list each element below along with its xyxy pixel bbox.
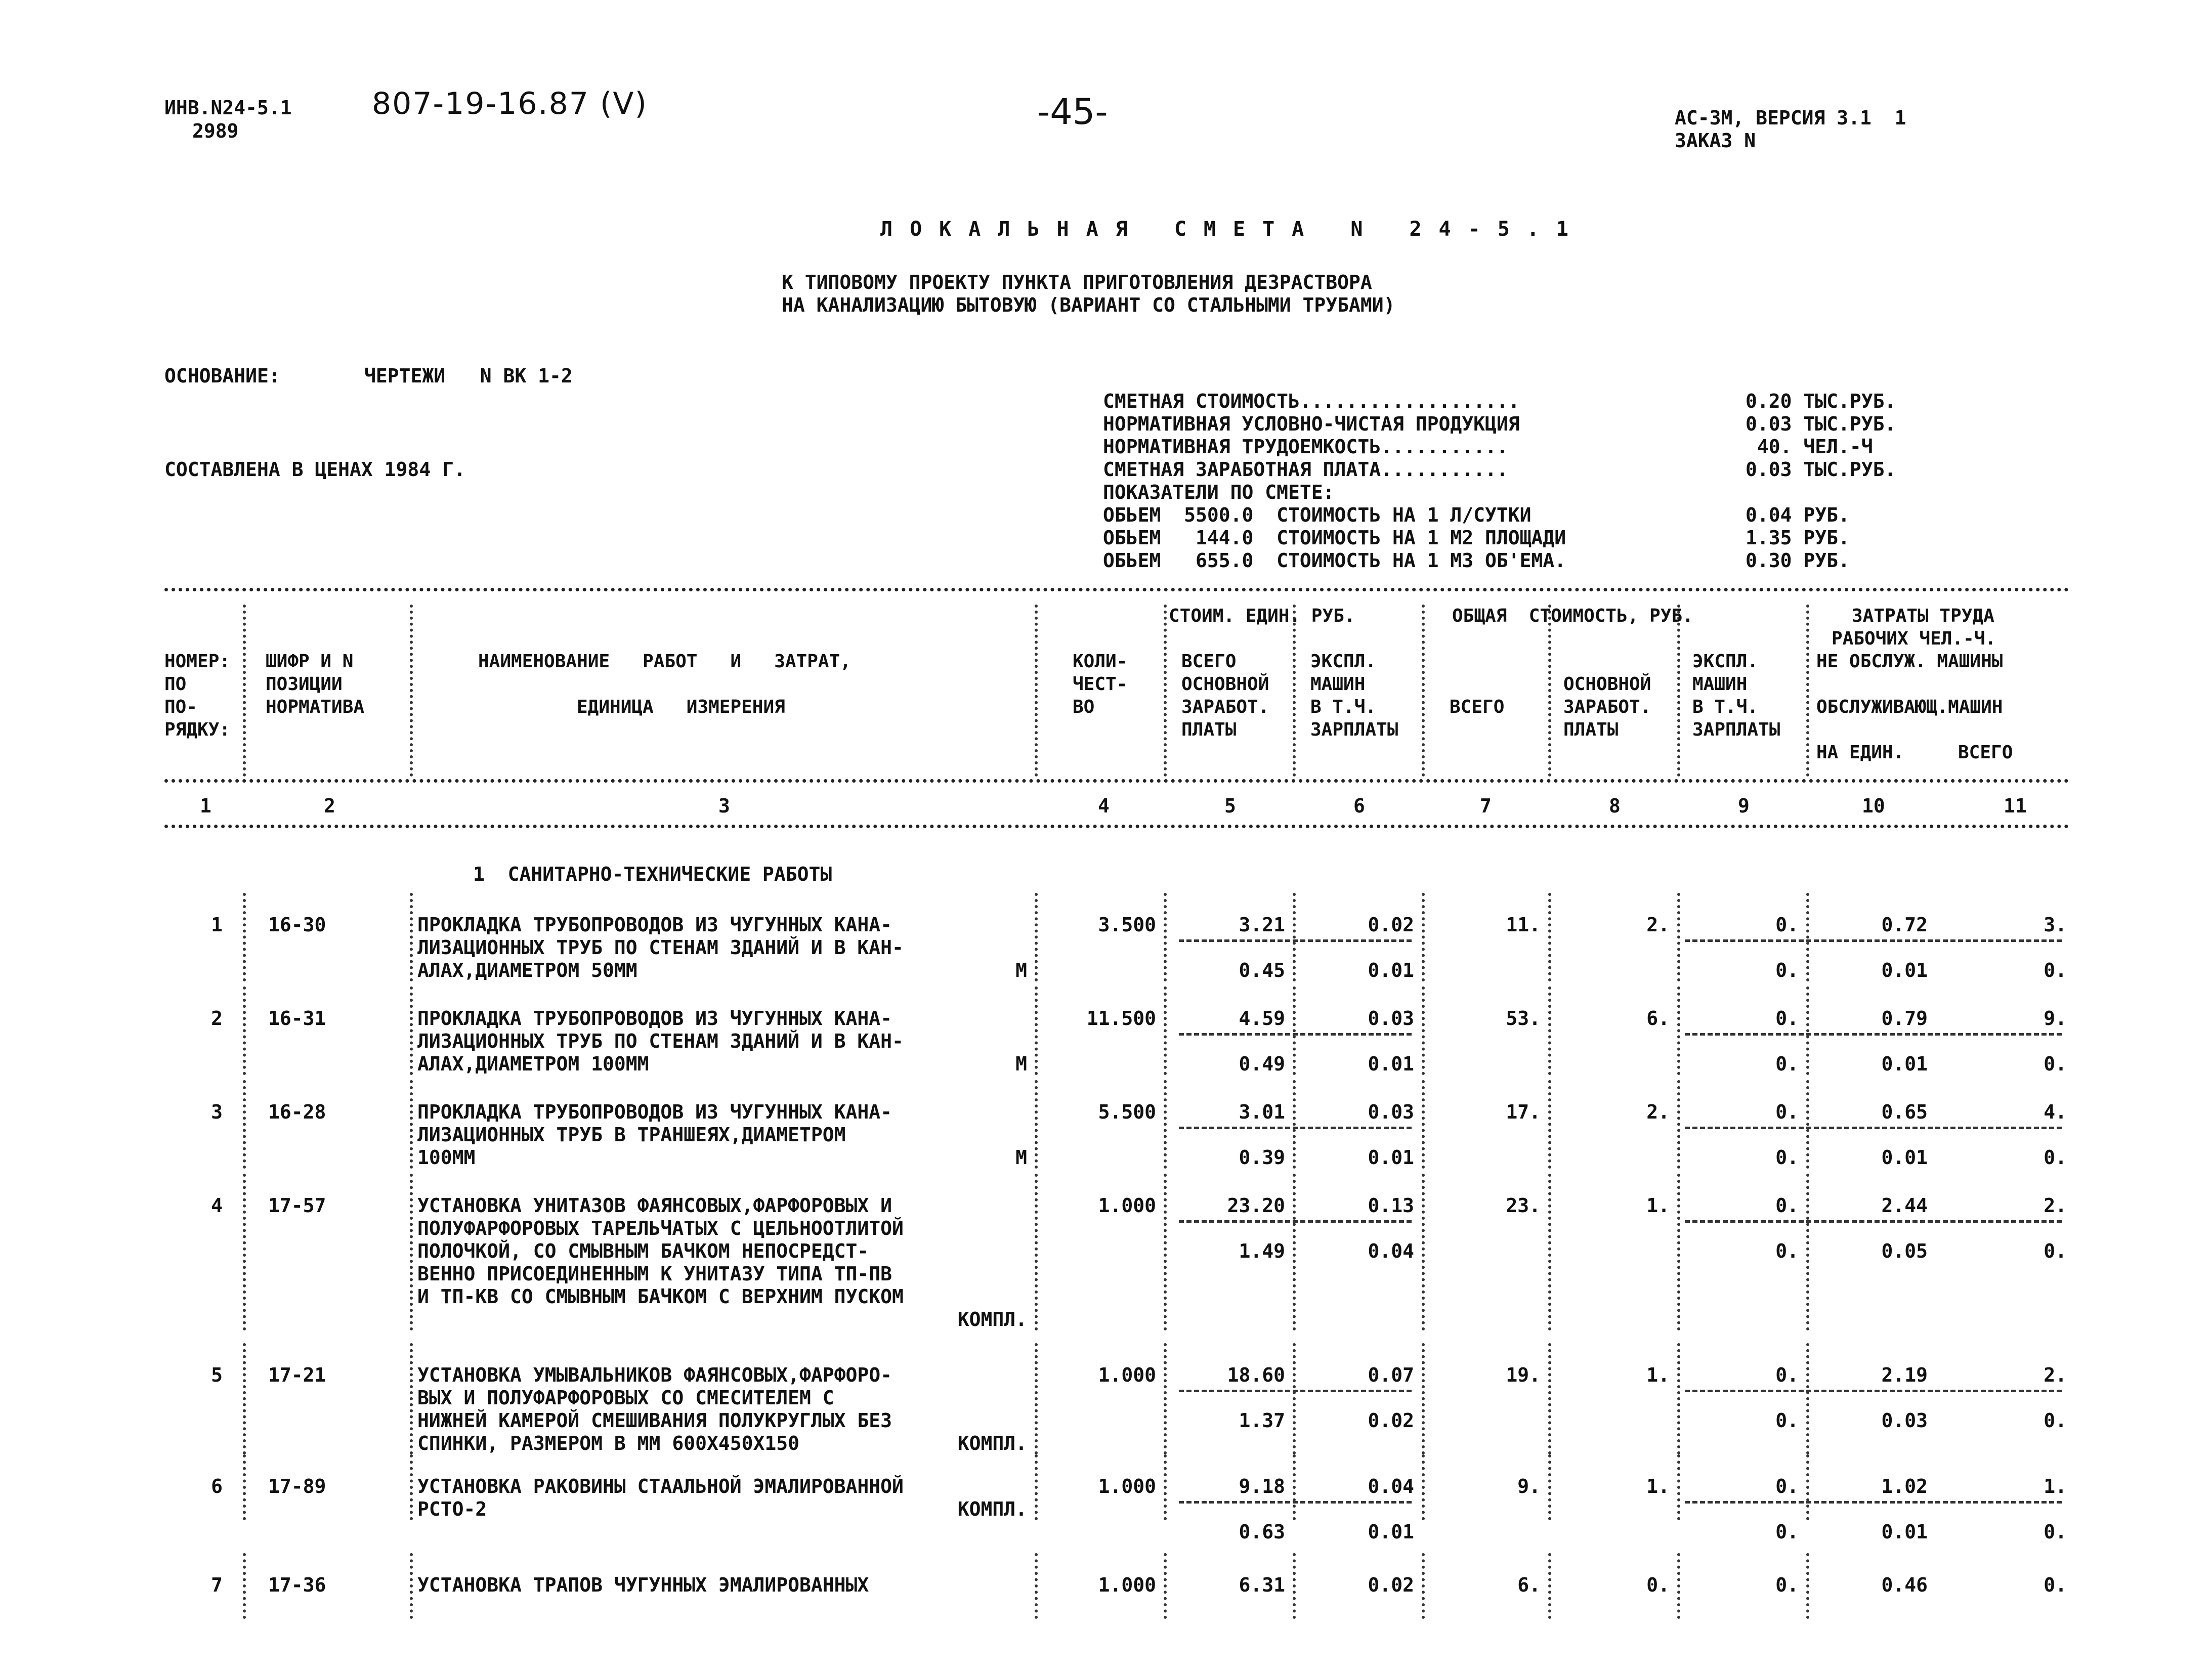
column-separator — [1806, 605, 1809, 777]
unit-cost-wages: 0.45 — [1239, 959, 1285, 981]
total-wages: 1. — [1646, 1194, 1670, 1217]
header-wages: ОСНОВНОЙ — [1563, 674, 1651, 695]
unit-cost-machines: 0.13 — [1368, 1194, 1414, 1217]
total-cost: 19. — [1506, 1364, 1541, 1386]
summary-value: 0.20 ТЫС.РУБ. — [1746, 390, 1896, 412]
total-machines: 0. — [1775, 1101, 1799, 1123]
column-number: 10 — [1862, 795, 1885, 817]
column-separator — [1035, 605, 1038, 777]
header-total-labor: ВСЕГО — [1958, 742, 2013, 763]
labor-per-unit: 0.79 — [1881, 1007, 1928, 1029]
serving-labor-per-unit: 0.01 — [1881, 1521, 1928, 1543]
column-separator — [410, 1080, 413, 1169]
header-unit-machines: МАШИН — [1310, 674, 1366, 695]
header-machines: МАШИН — [1692, 674, 1748, 695]
header-code: НОРМАТИВА — [266, 697, 365, 717]
header-unit-cost: СТОИМ. ЕДИН. РУБ. — [1169, 606, 1355, 626]
column-separator — [1422, 1454, 1425, 1520]
quantity: 1.000 — [1098, 1475, 1156, 1497]
work-description-line: И ТП-КВ СО СМЫВНЫМ БАЧКОМ С ВЕРХНИМ ПУСКОМ — [417, 1285, 904, 1308]
column-separator — [1035, 1553, 1038, 1619]
column-separator — [1035, 1174, 1038, 1330]
indicator-value: 1.35 РУБ. — [1746, 527, 1850, 549]
basis-label: ОСНОВАНИЕ: — [164, 365, 280, 387]
column-separator — [1164, 986, 1167, 1075]
header-quantity: КОЛИ- — [1073, 651, 1128, 672]
labor-total: 1. — [2044, 1475, 2067, 1497]
labor-per-unit: 2.19 — [1881, 1364, 1928, 1386]
column-number: 6 — [1353, 795, 1365, 817]
header-serving: ОБСЛУЖИВАЮЩ.МАШИН — [1816, 697, 2003, 717]
quantity: 5.500 — [1098, 1101, 1156, 1123]
column-separator — [1677, 1343, 1680, 1454]
unit-cost-machine-wages: 0.01 — [1368, 1521, 1414, 1543]
unit-cost-total: 18.60 — [1227, 1364, 1285, 1386]
column-separator — [243, 1454, 246, 1520]
work-description-line: УСТАНОВКА РАКОВИНЫ СТААЛЬНОЙ ЭМАЛИРОВАННОЙ — [417, 1475, 904, 1497]
unit-cost-machines: 0.02 — [1368, 914, 1414, 936]
cell-divider — [1179, 1390, 1412, 1392]
serving-labor-total: 0. — [2044, 1521, 2067, 1543]
work-description-line: ЛИЗАЦИОННЫХ ТРУБ ПО СТЕНАМ ЗДАНИЙ И В КАН- — [417, 936, 904, 959]
total-cost: 17. — [1506, 1101, 1541, 1123]
inventory-code: 2989 — [192, 120, 239, 142]
total-cost: 6. — [1517, 1574, 1541, 1596]
summary-value: 40. ЧЕЛ.-Ч — [1746, 436, 1873, 458]
indicator-value: 0.04 РУБ. — [1746, 504, 1850, 526]
work-description-line: ЛИЗАЦИОННЫХ ТРУБ В ТРАНШЕЯХ,ДИАМЕТРОМ — [417, 1124, 846, 1146]
basis-value: ЧЕРТЕЖИ N ВК 1-2 — [364, 365, 573, 387]
column-separator — [243, 1553, 246, 1619]
summary-label: НОРМАТИВНАЯ УСЛОВНО-ЧИСТАЯ ПРОДУКЦИЯ — [1103, 413, 1520, 435]
indicator-label: ОБЬЕМ 5500.0 СТОИМОСТЬ НА 1 Л/СУТКИ — [1103, 504, 1532, 526]
unit-of-measure: КОМПЛ. — [957, 1308, 1027, 1330]
column-number: 1 — [200, 795, 211, 817]
total-machines: 0. — [1775, 1364, 1799, 1386]
work-description-line: ВЕННО ПРИСОЕДИНЕННЫМ К УНИТАЗУ ТИПА ТП-ПВ — [417, 1263, 892, 1285]
header-unit: ЕДИНИЦА ИЗМЕРЕНИЯ — [577, 697, 785, 717]
machine-wages: 0. — [1775, 1053, 1799, 1075]
labor-total: 2. — [2044, 1194, 2067, 1217]
unit-cost-total: 9.18 — [1239, 1475, 1285, 1497]
column-separator — [1548, 1553, 1551, 1619]
cell-divider — [1179, 1127, 1412, 1129]
work-description-line: 100ММ — [417, 1146, 476, 1169]
row-number: 5 — [211, 1364, 223, 1386]
header-unit-machines: ЭКСПЛ. — [1310, 651, 1377, 672]
column-separator — [1293, 605, 1296, 777]
column-separator — [243, 893, 246, 981]
column-separator — [1677, 986, 1680, 1075]
column-separator — [1164, 1174, 1167, 1330]
column-separator — [1806, 1174, 1809, 1330]
work-description-line: УСТАНОВКА УМЫВАЛЬНИКОВ ФАЯНСОВЫХ,ФАРФОРО- — [417, 1364, 892, 1386]
header-machines: ЭКСПЛ. — [1692, 651, 1759, 672]
quantity: 11.500 — [1086, 1007, 1156, 1029]
header-total-cost: ОБЩАЯ СТОИМОСТЬ, РУБ. — [1452, 606, 1693, 626]
serving-labor-per-unit: 0.01 — [1881, 1053, 1928, 1075]
column-separator — [1677, 605, 1680, 777]
norm-code: 17-36 — [268, 1574, 326, 1596]
header-unit-machines: В Т.Ч. — [1310, 697, 1377, 717]
column-separator — [1806, 986, 1809, 1075]
column-separator — [1677, 1553, 1680, 1619]
work-description-line: ПОЛУФАРФОРОВЫХ ТАРЕЛЬЧАТЫХ С ЦЕЛЬНООТЛИТОЙ — [417, 1217, 904, 1239]
total-wages: 1. — [1646, 1364, 1670, 1386]
column-number: 4 — [1098, 795, 1110, 817]
serving-labor-per-unit: 0.01 — [1881, 1146, 1928, 1169]
indicator-value: 0.30 РУБ. — [1746, 549, 1850, 572]
column-separator — [1677, 1454, 1680, 1520]
total-cost: 9. — [1517, 1475, 1541, 1497]
work-description-line: ПРОКЛАДКА ТРУБОПРОВОДОВ ИЗ ЧУГУННЫХ КАНА- — [417, 1101, 892, 1123]
header-unit-total: ЗАРАБОТ. — [1181, 697, 1269, 717]
work-description-line: ПРОКЛАДКА ТРУБОПРОВОДОВ ИЗ ЧУГУННЫХ КАНА- — [417, 1007, 892, 1029]
unit-of-measure: М — [1015, 1146, 1027, 1169]
document-title: ЛОКАЛЬНАЯ СМЕТА N 24-5.1 — [880, 218, 1586, 241]
summary-label: НОРМАТИВНАЯ ТРУДОЕМКОСТЬ........... — [1103, 436, 1508, 458]
summary-value: 0.03 ТЫС.РУБ. — [1746, 458, 1896, 481]
machine-wages: 0. — [1775, 1146, 1799, 1169]
column-number: 9 — [1738, 795, 1750, 817]
column-separator — [243, 1080, 246, 1169]
header-unit-total: ОСНОВНОЙ — [1181, 674, 1269, 695]
header-total: ВСЕГО — [1450, 697, 1505, 717]
page-number: -45- — [1037, 91, 1108, 133]
header-quantity: ЧЕСТ- — [1073, 674, 1128, 695]
column-separator — [1293, 1553, 1296, 1619]
column-separator — [1422, 893, 1425, 981]
column-separator — [1422, 986, 1425, 1075]
row-number: 3 — [211, 1101, 223, 1123]
serving-labor-per-unit: 0.05 — [1881, 1240, 1928, 1262]
cell-divider — [1685, 1220, 2062, 1223]
header-row-number: ПО — [164, 674, 187, 695]
column-number: 2 — [324, 795, 335, 817]
machine-wages: 0. — [1775, 1521, 1799, 1543]
cell-divider — [1179, 1501, 1412, 1504]
indicators-label: ПОКАЗАТЕЛИ ПО СМЕТЕ: — [1103, 481, 1335, 503]
header-machines: В Т.Ч. — [1692, 697, 1759, 717]
column-separator — [1548, 893, 1551, 981]
total-machines: 0. — [1775, 1007, 1799, 1029]
total-wages: 0. — [1646, 1574, 1670, 1596]
work-description-line: РСТО-2 — [417, 1498, 487, 1520]
total-machines: 0. — [1775, 1194, 1799, 1217]
software-version: АС-3М, ВЕРСИЯ 3.1 1 — [1675, 107, 1906, 129]
work-description-line: ПОЛОЧКОЙ, СО СМЫВНЫМ БАЧКОМ НЕПОСРЕДСТ- — [417, 1240, 869, 1262]
total-machines: 0. — [1775, 1475, 1799, 1497]
column-separator — [1035, 986, 1038, 1075]
header-row-number: РЯДКУ: — [164, 719, 231, 740]
unit-cost-machine-wages: 0.04 — [1368, 1240, 1414, 1262]
row-number: 7 — [211, 1574, 223, 1596]
column-separator — [1164, 893, 1167, 981]
column-separator — [1548, 1174, 1551, 1330]
summary-value: 0.03 ТЫС.РУБ. — [1746, 413, 1896, 435]
indicator-label: ОБЬЕМ 655.0 СТОИМОСТЬ НА 1 М3 ОБ'ЕМА. — [1103, 549, 1566, 572]
column-separator — [1164, 1080, 1167, 1169]
header-code: ПОЗИЦИИ — [266, 674, 343, 695]
total-wages: 2. — [1646, 914, 1670, 936]
column-separator — [1806, 1343, 1809, 1454]
column-separator — [410, 605, 413, 777]
column-separator — [1293, 1454, 1296, 1520]
machine-wages: 0. — [1775, 959, 1799, 981]
total-wages: 2. — [1646, 1101, 1670, 1123]
column-separator — [1548, 1080, 1551, 1169]
column-separator — [1293, 986, 1296, 1075]
unit-of-measure: КОМПЛ. — [957, 1432, 1027, 1454]
header-machines: ЗАРПЛАТЫ — [1692, 719, 1780, 740]
column-separator — [1677, 893, 1680, 981]
column-separator — [243, 1174, 246, 1330]
column-separator — [1164, 605, 1167, 777]
labor-total: 4. — [2044, 1101, 2067, 1123]
norm-code: 17-89 — [268, 1475, 326, 1497]
norm-code: 16-28 — [268, 1101, 326, 1123]
unit-cost-machine-wages: 0.01 — [1368, 1053, 1414, 1075]
labor-per-unit: 0.72 — [1881, 914, 1928, 936]
header-wages: ПЛАТЫ — [1563, 719, 1619, 740]
quantity: 1.000 — [1098, 1574, 1156, 1596]
summary-label: СМЕТНАЯ ЗАРАБОТНАЯ ПЛАТА........... — [1103, 458, 1508, 481]
serving-labor-per-unit: 0.01 — [1881, 959, 1928, 981]
cell-divider — [1685, 1127, 2062, 1129]
column-number: 5 — [1224, 795, 1236, 817]
row-number: 1 — [211, 914, 223, 936]
column-separator — [1035, 1343, 1038, 1454]
labor-total: 3. — [2044, 914, 2067, 936]
header-work-name: НАИМЕНОВАНИЕ РАБОТ И ЗАТРАТ, — [478, 651, 851, 672]
header-per-unit: НА ЕДИН. — [1816, 742, 1904, 763]
unit-cost-wages: 1.49 — [1239, 1240, 1285, 1262]
column-separator — [1293, 1343, 1296, 1454]
serving-labor-total: 0. — [2044, 959, 2067, 981]
unit-of-measure: М — [1015, 1053, 1027, 1075]
cell-divider — [1179, 1220, 1412, 1223]
column-separator — [410, 1174, 413, 1330]
work-description-line: НИЖНЕЙ КАМЕРОЙ СМЕШИВАНИЯ ПОЛУКРУГЛЫХ БЕЗ — [417, 1409, 892, 1432]
unit-cost-machine-wages: 0.01 — [1368, 1146, 1414, 1169]
cell-divider — [1685, 1033, 2062, 1036]
column-separator — [1548, 986, 1551, 1075]
column-separator — [243, 605, 246, 777]
column-separator — [1677, 1080, 1680, 1169]
unit-cost-wages: 1.37 — [1239, 1409, 1285, 1432]
serving-labor-total: 0. — [2044, 1409, 2067, 1432]
serving-labor-total: 0. — [2044, 1053, 2067, 1075]
unit-cost-machine-wages: 0.02 — [1368, 1409, 1414, 1432]
unit-of-measure: М — [1015, 959, 1027, 981]
column-separator — [1164, 1553, 1167, 1619]
machine-wages: 0. — [1775, 1240, 1799, 1262]
column-separator — [1422, 1553, 1425, 1619]
work-description-line: ВЫХ И ПОЛУФАРФОРОВЫХ СО СМЕСИТЕЛЕМ С — [417, 1387, 834, 1409]
column-separator — [410, 893, 413, 981]
labor-per-unit: 1.02 — [1881, 1475, 1928, 1497]
column-separator — [1806, 1080, 1809, 1169]
column-separator — [1293, 1080, 1296, 1169]
header-unit-total: ПЛАТЫ — [1181, 719, 1237, 740]
column-separator — [1548, 605, 1551, 777]
column-separator — [1293, 893, 1296, 981]
column-separator — [1035, 893, 1038, 981]
labor-total: 0. — [2044, 1574, 2067, 1596]
header-rule — [164, 779, 2069, 783]
column-number: 8 — [1609, 795, 1621, 817]
total-machines: 0. — [1775, 1574, 1799, 1596]
column-separator — [410, 1553, 413, 1619]
cell-divider — [1685, 939, 2062, 942]
total-cost: 53. — [1506, 1007, 1541, 1029]
work-description-line: СПИНКИ, РАЗМЕРОМ В ММ 600Х450Х150 — [417, 1432, 799, 1454]
subtitle-line-1: К ТИПОВОМУ ПРОЕКТУ ПУНКТА ПРИГОТОВЛЕНИЯ ДЕЗРАСТВОРА — [782, 271, 1372, 293]
column-separator — [1422, 1174, 1425, 1330]
cell-divider — [1685, 1501, 2062, 1504]
column-separator — [1035, 1454, 1038, 1520]
work-description-line: АЛАХ,ДИАМЕТРОМ 50ММ — [417, 959, 637, 981]
column-number: 7 — [1480, 795, 1492, 817]
total-wages: 1. — [1646, 1475, 1670, 1497]
cell-divider — [1179, 939, 1412, 942]
labor-per-unit: 0.65 — [1881, 1101, 1928, 1123]
column-separator — [1806, 1553, 1809, 1619]
norm-code: 16-31 — [268, 1007, 326, 1029]
summary-label: СМЕТНАЯ СТОИМОСТЬ................... — [1103, 390, 1520, 412]
header-labor: ЗАТРАТЫ ТРУДА — [1852, 606, 1994, 626]
unit-cost-machines: 0.07 — [1368, 1364, 1414, 1386]
total-machines: 0. — [1775, 914, 1799, 936]
unit-cost-total: 6.31 — [1239, 1574, 1285, 1596]
labor-total: 2. — [2044, 1364, 2067, 1386]
unit-cost-wages: 0.49 — [1239, 1053, 1285, 1075]
labor-total: 9. — [2044, 1007, 2067, 1029]
header-quantity: ВО — [1073, 697, 1095, 717]
unit-cost-wages: 0.39 — [1239, 1146, 1285, 1169]
norm-code: 16-30 — [268, 914, 326, 936]
cell-divider — [1685, 1390, 2062, 1392]
quantity: 1.000 — [1098, 1364, 1156, 1386]
cell-divider — [1179, 1033, 1412, 1036]
total-cost: 11. — [1506, 914, 1541, 936]
column-separator — [410, 1343, 413, 1454]
labor-per-unit: 0.46 — [1881, 1574, 1928, 1596]
column-separator — [410, 986, 413, 1075]
work-description-line: ЛИЗАЦИОННЫХ ТРУБ ПО СТЕНАМ ЗДАНИЙ И В КАН- — [417, 1030, 904, 1052]
column-number: 3 — [718, 795, 730, 817]
serving-labor-total: 0. — [2044, 1146, 2067, 1169]
column-separator — [1548, 1454, 1551, 1520]
labor-per-unit: 2.44 — [1881, 1194, 1928, 1217]
column-number: 11 — [2004, 795, 2027, 817]
unit-cost-machines: 0.02 — [1368, 1574, 1414, 1596]
quantity: 1.000 — [1098, 1194, 1156, 1217]
unit-cost-machines: 0.03 — [1368, 1007, 1414, 1029]
column-separator — [1806, 1454, 1809, 1520]
work-description-line: ПРОКЛАДКА ТРУБОПРОВОДОВ ИЗ ЧУГУННЫХ КАНА- — [417, 914, 892, 936]
unit-cost-machines: 0.03 — [1368, 1101, 1414, 1123]
column-separator — [410, 1454, 413, 1520]
total-cost: 23. — [1506, 1194, 1541, 1217]
work-description-line: УСТАНОВКА ТРАПОВ ЧУГУННЫХ ЭМАЛИРОВАННЫХ — [417, 1574, 869, 1596]
column-separator — [1293, 1174, 1296, 1330]
work-description-line: АЛАХ,ДИАМЕТРОМ 100ММ — [417, 1053, 649, 1075]
work-description-line: УСТАНОВКА УНИТАЗОВ ФАЯНСОВЫХ,ФАРФОРОВЫХ И — [417, 1194, 892, 1217]
unit-cost-total: 3.21 — [1239, 914, 1285, 936]
norm-code: 17-57 — [268, 1194, 326, 1217]
order-number: ЗАКАЗ N — [1675, 130, 1756, 152]
indicator-label: ОБЬЕМ 144.0 СТОИМОСТЬ НА 1 М2 ПЛОЩАДИ — [1103, 527, 1566, 549]
unit-cost-total: 23.20 — [1227, 1194, 1285, 1217]
column-separator — [1806, 893, 1809, 981]
column-separator — [1035, 1080, 1038, 1169]
column-separator — [1422, 1343, 1425, 1454]
header-row-number: НОМЕР: — [164, 651, 231, 672]
column-separator — [1164, 1454, 1167, 1520]
column-numbers-rule — [164, 825, 2069, 828]
table-top-rule — [164, 588, 2069, 591]
unit-cost-total: 4.59 — [1239, 1007, 1285, 1029]
row-number: 4 — [211, 1194, 223, 1217]
column-separator — [1677, 1174, 1680, 1330]
column-separator — [1422, 1080, 1425, 1169]
unit-of-measure: КОМПЛ. — [957, 1498, 1027, 1520]
header-not-serving: НЕ ОБСЛУЖ. МАШИНЫ — [1816, 651, 2003, 672]
column-separator — [1422, 605, 1425, 777]
quantity: 3.500 — [1098, 914, 1156, 936]
unit-cost-total: 3.01 — [1239, 1101, 1285, 1123]
header-wages: ЗАРАБОТ. — [1563, 697, 1651, 717]
serving-labor-per-unit: 0.03 — [1881, 1409, 1928, 1432]
row-number: 2 — [211, 1007, 223, 1029]
column-separator — [243, 986, 246, 1075]
machine-wages: 0. — [1775, 1409, 1799, 1432]
handwritten-project-number: 807-19-16.87 (V) — [372, 86, 648, 121]
column-separator — [1164, 1343, 1167, 1454]
unit-cost-machine-wages: 0.01 — [1368, 959, 1414, 981]
section-title: 1 САНИТАРНО-ТЕХНИЧЕСКИЕ РАБОТЫ — [473, 863, 832, 885]
row-number: 6 — [211, 1475, 223, 1497]
column-separator — [243, 1343, 246, 1454]
header-labor-workers: РАБОЧИХ ЧЕЛ.-Ч. — [1832, 628, 1996, 649]
norm-code: 17-21 — [268, 1364, 326, 1386]
unit-cost-machines: 0.04 — [1368, 1475, 1414, 1497]
prices-year: СОСТАВЛЕНА В ЦЕНАХ 1984 Г. — [164, 458, 465, 481]
header-code: ШИФР И N — [266, 651, 354, 672]
header-unit-total: ВСЕГО — [1181, 651, 1237, 672]
unit-cost-wages: 0.63 — [1239, 1521, 1285, 1543]
serving-labor-total: 0. — [2044, 1240, 2067, 1262]
column-separator — [1548, 1343, 1551, 1454]
inventory-number: ИНВ.N24-5.1 — [164, 97, 292, 119]
total-wages: 6. — [1646, 1007, 1670, 1029]
subtitle-line-2: НА КАНАЛИЗАЦИЮ БЫТОВУЮ (ВАРИАНТ СО СТАЛЬНЫМИ ТРУБАМИ) — [782, 294, 1395, 316]
header-row-number: ПО- — [164, 697, 198, 717]
header-unit-machines: ЗАРПЛАТЫ — [1310, 719, 1398, 740]
